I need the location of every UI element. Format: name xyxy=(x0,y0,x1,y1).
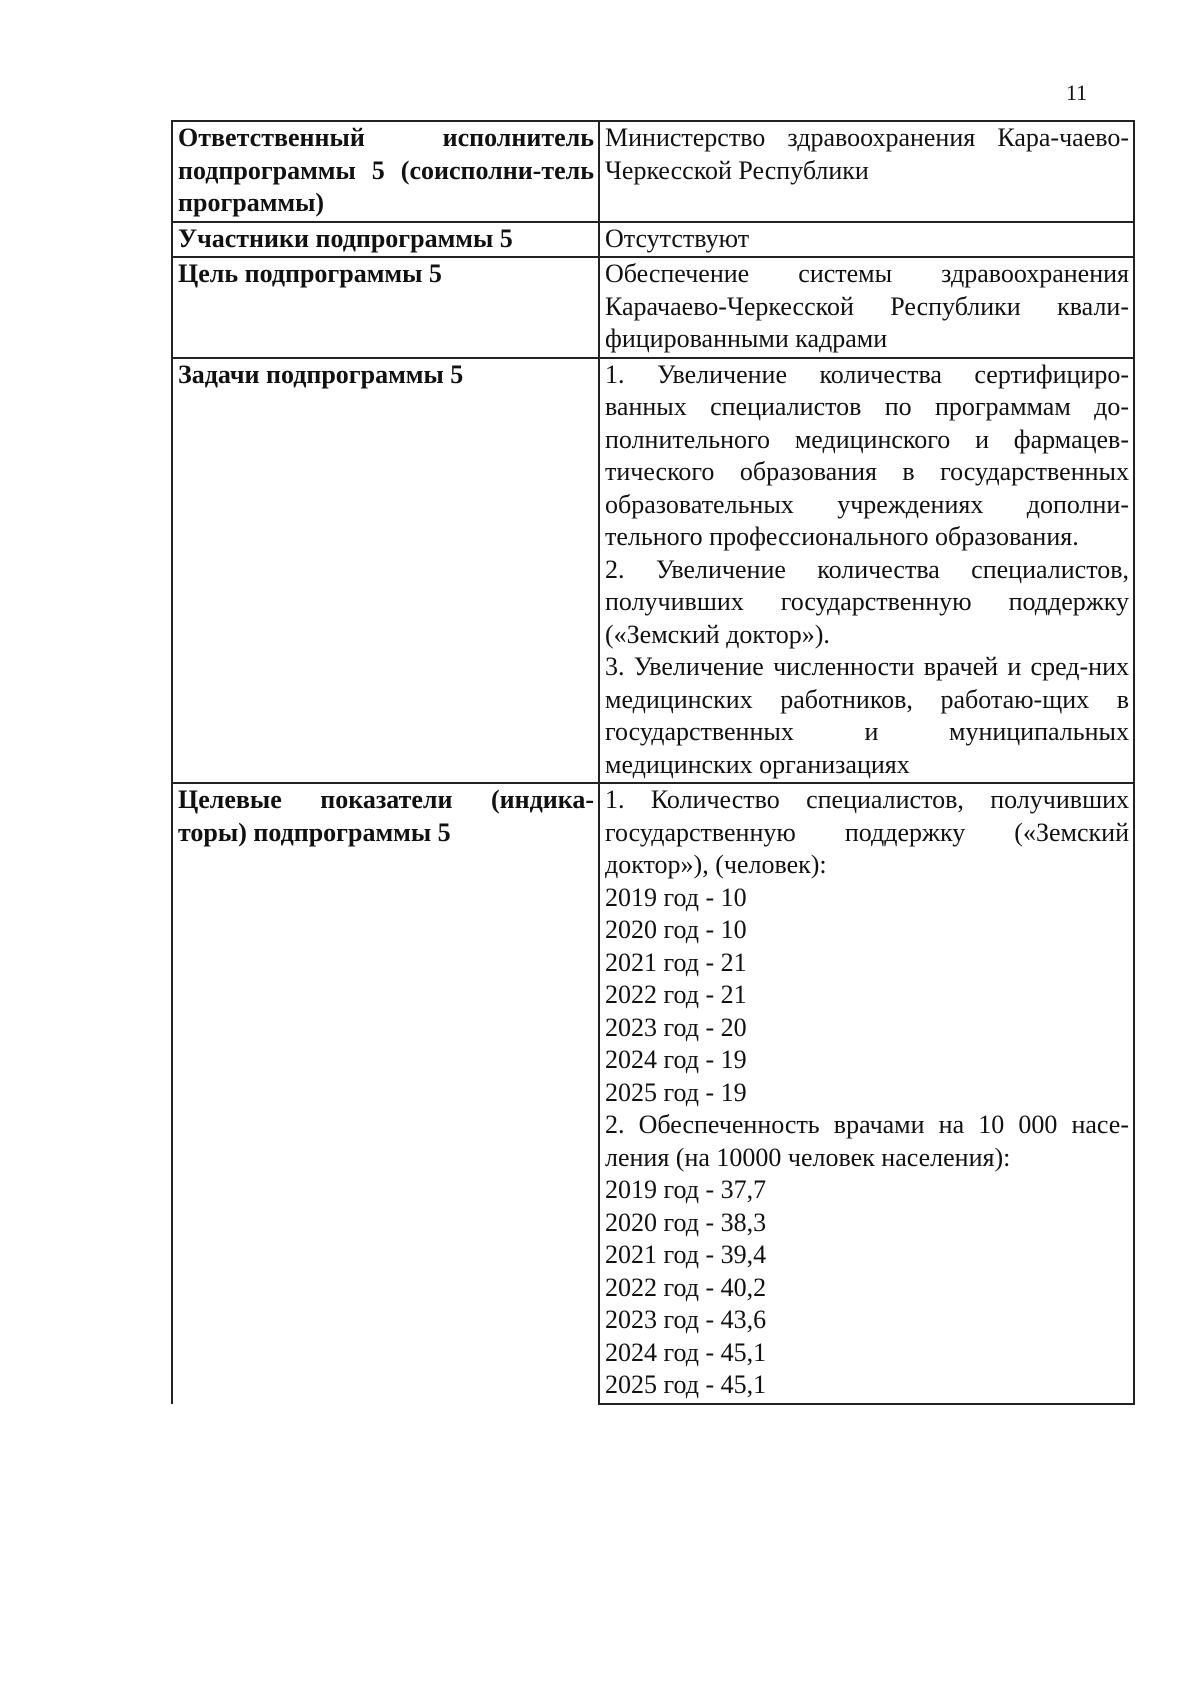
page-number: 11 xyxy=(1066,80,1088,105)
indicator-year-value: 2023 год - 43,6 xyxy=(605,1305,767,1334)
content-paragraph: 2. Увеличение количества специалистов, получивших государственную поддержку («Земский доктор»). xyxy=(605,554,1129,649)
row-label-participants: Участники подпрограммы 5 xyxy=(172,222,599,258)
table-row xyxy=(172,358,1134,784)
content-paragraph: Обеспечение системы здравоохранения Карачаево-Черкесской Республики квали-фицированными кадрами xyxy=(605,259,1129,353)
indicator-year-value: 2024 год - 45,1 xyxy=(605,1337,767,1367)
indicator-year-value: 2020 год - 38,3 xyxy=(605,1207,767,1237)
indicator-year-value: 2019 год - 10 xyxy=(605,882,747,912)
content-paragraph: 1. Увеличение количества сертифициро-ванных специалистов по программам до-полнительного медицинского и фармацев-тического образования в государственных образовательных учреждениях дополни-тельного профессионального образования. xyxy=(605,359,1129,551)
table-row xyxy=(172,257,1134,358)
indicator-year-value: 2021 год - 21 xyxy=(605,947,747,977)
content-paragraph: 1. Количество специалистов, получивших государственную поддержку («Земский доктор»), (человек): xyxy=(605,785,1129,879)
row-content-tasks xyxy=(599,358,1134,784)
indicator-year-value: 2022 год - 40,2 xyxy=(605,1272,767,1302)
row-content-indicators xyxy=(599,783,1134,1404)
indicator-year-value: 2022 год - 21 xyxy=(605,980,747,1009)
row-content-participants xyxy=(599,222,1134,258)
table-body xyxy=(172,121,1134,1404)
table-row xyxy=(172,222,1134,258)
indicator-year-value: 2025 год - 45,1 xyxy=(605,1370,767,1399)
row-content-responsible-executor xyxy=(599,121,1134,222)
subprogram-passport-table xyxy=(171,120,1135,1405)
content-paragraph: Министерство здравоохранения Кара-чаево-Черкесской Республики xyxy=(605,123,1129,185)
table-row xyxy=(172,783,1134,1404)
content-paragraph: Отсутствуют xyxy=(605,223,750,253)
indicator-year-value: 2023 год - 20 xyxy=(605,1012,747,1042)
row-content-goal xyxy=(599,257,1134,358)
row-label-indicators: Целевые показатели (индика-торы) подпрограммы 5 xyxy=(172,783,599,1404)
content-paragraph: 2. Обеспеченность врачами на 10 000 насе-ления (на 10000 человек населения): xyxy=(605,1110,1129,1172)
content-paragraph: 3. Увеличение численности врачей и сред-них медицинских работников, работаю-щих в государственных и муниципальных медицинских организациях xyxy=(605,652,1129,779)
row-label-tasks: Задачи подпрограммы 5 xyxy=(172,358,599,784)
indicator-year-value: 2025 год - 19 xyxy=(605,1077,747,1107)
table-row xyxy=(172,121,1134,222)
indicator-year-value: 2020 год - 10 xyxy=(605,915,747,944)
row-label-responsible-executor: Ответственный исполнитель подпрограммы 5 (соисполни-тель программы) xyxy=(172,121,599,222)
indicator-year-value: 2024 год - 19 xyxy=(605,1045,747,1074)
indicator-year-value: 2021 год - 39,4 xyxy=(605,1240,767,1269)
indicator-year-value: 2019 год - 37,7 xyxy=(605,1175,767,1204)
row-label-goal: Цель подпрограммы 5 xyxy=(172,257,599,358)
